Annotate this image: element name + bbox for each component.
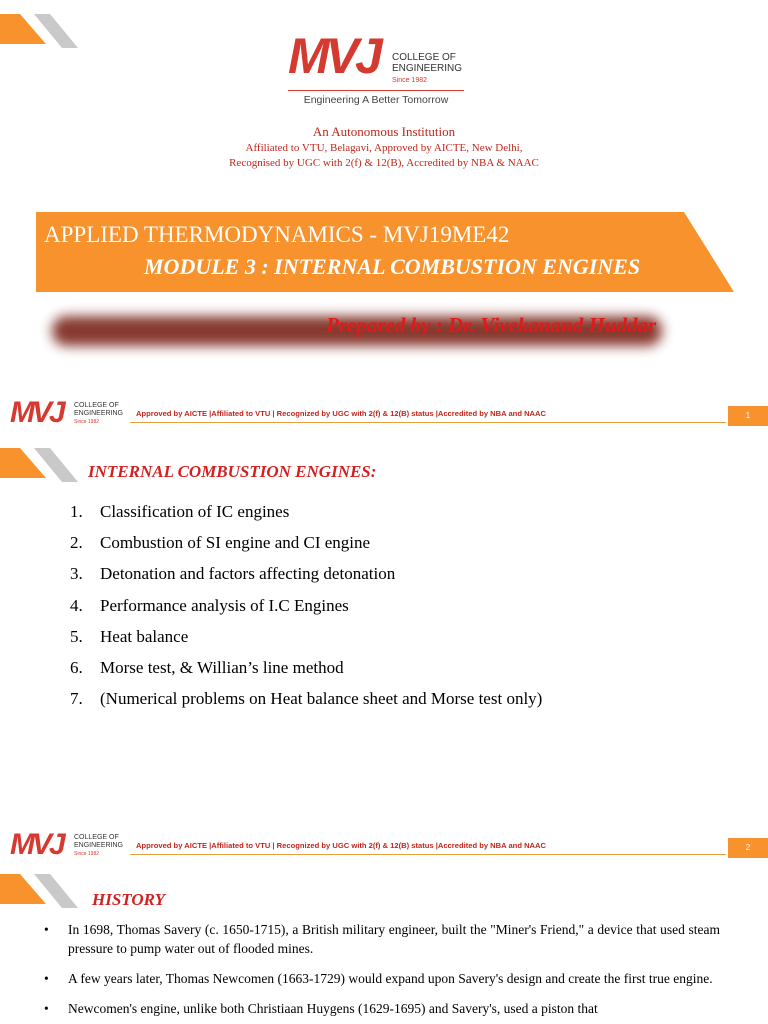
footer-logo-name: COLLEGE OF ENGINEERING Since 1982 xyxy=(74,834,124,857)
history-bullet xyxy=(44,969,720,988)
list-item-text: Morse test, & Willian’s line method xyxy=(100,657,344,677)
slide-footer xyxy=(0,394,768,434)
footer-logo-mark: MVJ xyxy=(10,396,63,429)
section-title: INTERNAL COMBUSTION ENGINES: xyxy=(88,462,377,481)
list-item-number: 3. xyxy=(70,564,83,584)
footer-divider xyxy=(130,854,726,855)
bullet-icon: • xyxy=(44,971,49,986)
list-item-number: 6. xyxy=(70,657,83,677)
corner-chevron-decoration xyxy=(0,866,90,916)
list-item xyxy=(70,658,542,689)
logo-tagline: Engineering A Better Tomorrow xyxy=(288,90,464,106)
footer-logo-name: COLLEGE OF ENGINEERING Since 1982 xyxy=(74,402,124,425)
page-number: 2 xyxy=(728,838,768,858)
footer-logo xyxy=(10,396,130,432)
footer-accreditation: Approved by AICTE |Affiliated to VTU | Recognized by UGC with 2(f) & 12(B) status |Accredited by NBA and NAAC xyxy=(136,409,546,418)
list-item-number: 4. xyxy=(70,595,83,615)
slide-1 xyxy=(0,0,768,438)
corner-chevron-decoration xyxy=(0,438,90,488)
slide-footer xyxy=(0,826,768,866)
slide-2 xyxy=(0,438,768,866)
footer-divider xyxy=(130,422,726,423)
list-item xyxy=(70,689,542,720)
list-item-text: Combustion of SI engine and CI engine xyxy=(100,533,371,553)
footer-logo-mark: MVJ xyxy=(10,828,63,861)
list-item xyxy=(70,596,542,627)
institution-title: An Autonomous Institution xyxy=(312,124,456,139)
college-logo xyxy=(288,28,478,110)
page-number: 1 xyxy=(728,406,768,426)
module-title: MODULE 3 : INTERNAL COMBUSTION ENGINES xyxy=(144,254,641,279)
list-item-number: 7. xyxy=(70,689,83,709)
footer-accreditation: Approved by AICTE |Affiliated to VTU | Recognized by UGC with 2(f) & 12(B) status |Accredited by NBA and NAAC xyxy=(136,841,546,850)
list-item xyxy=(70,564,542,595)
list-item-number: 2. xyxy=(70,533,83,553)
bullet-icon: • xyxy=(44,1001,49,1016)
history-bullet-text: Newcomen's engine, unlike both Christiaan Huygens (1629-1695) and Savery's, used a piston that xyxy=(68,1001,598,1016)
history-bullet-text: A few years later, Thomas Newcomen (1663-1729) would expand upon Savery's design and create the first true engine. xyxy=(68,971,713,986)
list-item-number: 5. xyxy=(70,626,83,646)
history-bullet xyxy=(44,999,720,1018)
list-item xyxy=(70,502,542,533)
history-list xyxy=(44,920,720,1024)
section-title: HISTORY xyxy=(92,890,166,909)
prepared-by: Prepared by : Dr. Vivekanand Huddar xyxy=(326,313,657,337)
course-title: APPLIED THERMODYNAMICS - MVJ19ME42 xyxy=(44,222,510,247)
logo-mark: MVJ xyxy=(288,28,379,84)
list-item xyxy=(70,627,542,658)
institution-affiliation: Affiliated to VTU, Belagavi, Approved by AICTE, New Delhi, xyxy=(245,142,523,154)
history-bullet xyxy=(44,920,720,958)
list-item-number: 1. xyxy=(70,502,83,521)
list-item-text: (Numerical problems on Heat balance sheet and Morse test only) xyxy=(100,689,543,709)
bullet-icon: • xyxy=(44,922,49,937)
slide-3 xyxy=(0,866,768,1024)
list-item-text: Performance analysis of I.C Engines xyxy=(100,595,349,615)
corner-chevron-decoration xyxy=(0,0,90,50)
institution-recognition: Recognised by UGC with 2(f) & 12(B), Accredited by NBA & NAAC xyxy=(229,157,539,169)
topic-list xyxy=(70,502,542,720)
list-item-text: Heat balance xyxy=(100,626,189,646)
list-item-text: Detonation and factors affecting detonation xyxy=(100,564,396,584)
history-bullet-text: In 1698, Thomas Savery (c. 1650-1715), a British military engineer, built the "Miner's Friend," a device that used steam pressure to pump water out of flooded mines. xyxy=(68,922,720,956)
footer-logo xyxy=(10,828,130,864)
list-item xyxy=(70,533,542,564)
logo-college-name: COLLEGE OF ENGINEERING Since 1982 xyxy=(392,52,463,84)
list-item-text: Classification of IC engines xyxy=(100,502,290,521)
